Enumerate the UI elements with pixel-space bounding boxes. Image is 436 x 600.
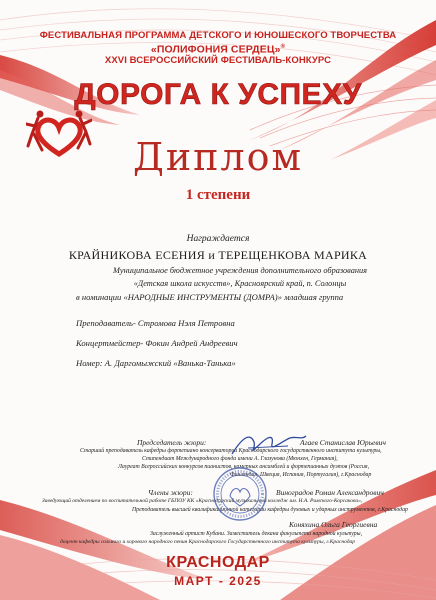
diploma-degree: 1 степени	[185, 187, 251, 203]
footer-date: МАРТ - 2025	[174, 574, 262, 588]
jury-chair-desc-2: Стипендиат Международного фонда имени А. Глазунова (Мюнхен, Германия),	[142, 456, 338, 462]
jury-member-2-desc-2: доцент кафедры сольного и хорового народного пения Краснодарского Государственного института культуры, г.Краснодар	[60, 539, 356, 545]
round-stamp	[212, 466, 268, 522]
signature	[228, 428, 308, 460]
teacher-line: Преподаватель- Стромова Нэля Петровна	[76, 318, 235, 328]
jury-member-1-desc-2: Преподаватель высшей квалификационной категории кафедры духовых и ударных инструментов, г.Краснодар	[132, 507, 408, 513]
festival-title: ДОРОГА К УСПЕХУ	[74, 78, 362, 111]
festival-name-line	[0, 42, 436, 56]
registered-mark: ®	[280, 44, 286, 50]
jury-member-2-desc-1: Заслуженный артист Кубани. Заместитель декана факультета народной культуры,	[150, 531, 363, 537]
awarded-label: Награждается	[186, 234, 250, 244]
jury-chair-name: Агаев Станислав Юрьевич	[300, 438, 386, 447]
jury-members-label: Члены жюри:	[148, 488, 193, 497]
nomination-line: в номинации «НАРОДНЫЕ ИНСТРУМЕНТЫ (ДОМРА)» младшая группа	[76, 292, 344, 302]
accompanist-line: Концертмейстер- Фокин Андрей Андреевич	[76, 338, 238, 348]
jury-member-1-name: Виноградов Роман Александрович	[276, 488, 384, 497]
jury-member-1-desc-1: Заведующий отделением по воспитательной работе ГБПОУ КК «Краснодарский музыкальный колледж им. Н.А. Римского-Корсакова»,	[42, 498, 363, 504]
awardee-names: КРАЙНИКОВА ЕСЕНИЯ и ТЕРЕЩЕНКОВА МАРИКА	[68, 248, 368, 262]
jury-member-2-name: Коняхина Ольга Георгиевна	[289, 520, 378, 529]
jury-chair-desc-3: Лауреат Всероссийских конкурсов пианистов, камерных ансамблей и фортепианных дуэтов (Россия,	[118, 464, 370, 470]
organization-line-2: «Детская школа искусств», Красноярский край, п. Солонцы	[133, 279, 347, 288]
footer-city: КРАСНОДАР	[166, 554, 270, 571]
jury-chair-label: Председатель жюри:	[137, 438, 207, 447]
diploma-title: Диплом	[132, 135, 304, 179]
jury-chair-desc-1: Старший преподаватель кафедры фортепиано консерватории Краснодарского государственного института культуры,	[80, 448, 382, 454]
organization-line-1: Муниципальное бюджетное учреждения дополнительного образования	[113, 266, 367, 275]
jury-chair-desc-4: Финляндия, Швеция, Испания, Португалия), г.Краснодар	[230, 472, 372, 478]
festival-edition-line: XXVI ВСЕРОССИЙСКИЙ ФЕСТИВАЛЬ-КОНКУРС	[104, 55, 332, 66]
performance-number-line: Номер: А. Даргомыжский «Ванька-Танька»	[76, 358, 236, 368]
festival-program-line: ФЕСТИВАЛЬНАЯ ПРОГРАММА ДЕТСКОГО И ЮНОШЕСКОГО ТВОРЧЕСТВА	[39, 30, 397, 41]
festival-name: «ПОЛИФОНИЯ СЕРДЕЦ»	[150, 43, 281, 56]
